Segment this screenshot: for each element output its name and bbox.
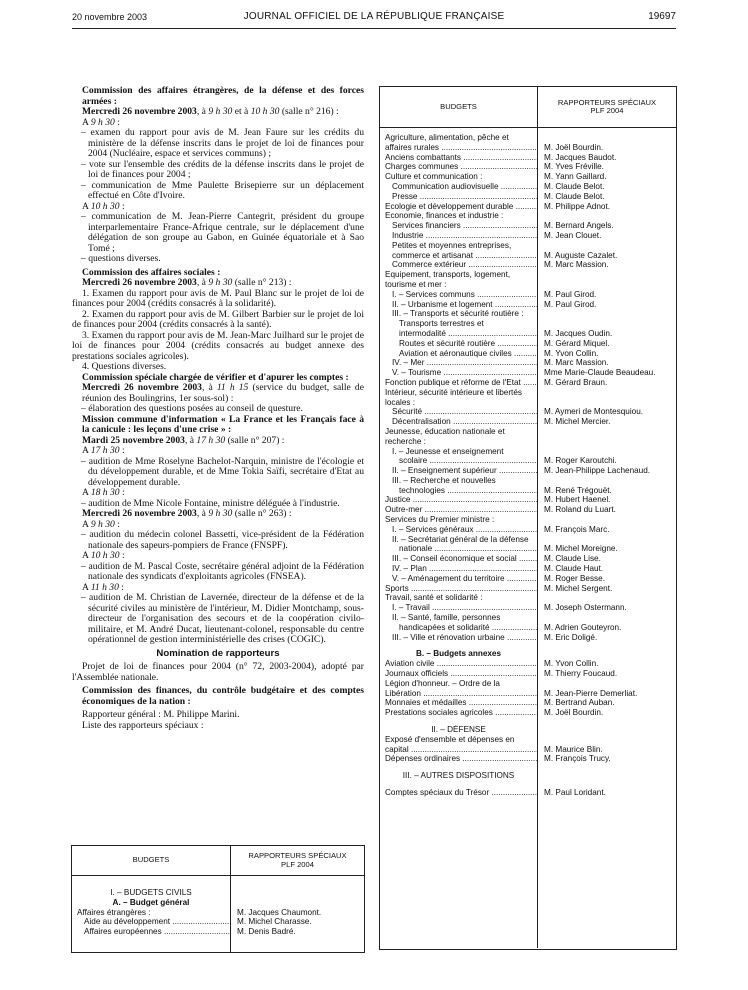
rapporteur-cell: M. Joseph Ostermann.: [544, 603, 627, 613]
budget-cell: Justice .....: [380, 495, 537, 505]
table-row: [380, 143, 676, 153]
budget-cell: III. – Conseil économique et social .....: [380, 554, 537, 564]
table-header: [380, 87, 676, 128]
rapporteur-cell: M. Bertrand Auban.: [544, 698, 615, 708]
table-row: [380, 476, 676, 486]
budget-cell: Décentralisation .....: [380, 417, 537, 427]
rapporteur-cell: [537, 649, 676, 659]
table-row: [380, 735, 676, 745]
budget-cell: Fonction publique et réforme de l'Etat .....: [380, 378, 537, 388]
agenda-item: 4. Questions diverses.: [82, 361, 167, 372]
rapporteur-cell: [230, 898, 364, 908]
budget-cell: Aviation civile .....: [380, 659, 537, 669]
table-row: [380, 564, 676, 574]
table-row: [380, 584, 676, 594]
rapporteur-cell: M. Denis Badré.: [237, 927, 296, 937]
rapporteur-cell: M. Eric Doligé.: [544, 632, 598, 642]
budget-cell: intermodalité .....: [380, 329, 537, 339]
table-row: [380, 427, 676, 437]
table-row: [380, 613, 676, 623]
rapporteur-cell: M. François Trucy.: [544, 754, 611, 764]
table-row: [380, 515, 676, 525]
rapporteur-cell: [537, 427, 676, 437]
header-date: 20 novembre 2003: [72, 12, 148, 22]
table-row: [380, 133, 676, 143]
table-row: [72, 927, 364, 937]
rapporteur-cell: M. Roland du Luart.: [544, 505, 616, 515]
rapporteur-cell: M. René Trégouët.: [544, 485, 612, 495]
table-body: [72, 876, 364, 937]
rapporteur-cell: M. Auguste Cazalet.: [544, 250, 618, 260]
rapporteur-cell: M. Maurice Blin.: [544, 744, 603, 754]
rapporteur-cell: [537, 476, 676, 486]
budget-cell: Aviation et aéronautique civiles .....: [380, 349, 537, 359]
table-row: [380, 745, 676, 755]
table-row: [380, 417, 676, 427]
table-row: [380, 603, 676, 613]
time-slot: A 11 h 30 :: [82, 581, 124, 593]
table-row: [380, 251, 676, 261]
budget-cell: Transports terrestres et: [399, 319, 484, 329]
budget-cell: Affaires étrangères :: [77, 907, 151, 917]
rapporteur-cell: M. Gérard Miquel.: [544, 338, 610, 348]
budget-cell: II. – Enseignement supérieur .....: [380, 466, 537, 476]
table-row: [380, 329, 676, 339]
budget-cell: B. – Budgets annexes: [415, 649, 502, 659]
table-row: [380, 771, 676, 781]
budget-cell: Monnaies et médailles .....: [380, 698, 537, 708]
rapporteur-cell: [537, 309, 676, 319]
budget-cell: Services du Premier ministre :: [385, 515, 495, 525]
budget-cell: III. – Transports et sécurité routière :: [392, 309, 524, 319]
agenda-item: – examen du rapport pour avis de M. Jean Faure sur les crédits du ministère de la défense inscrits dans le projet de loi de finances pour 2004 (Nucléaire, espace et services communs) ;: [81, 127, 364, 159]
table-row: [380, 300, 676, 310]
budget-cell: Sports .....: [380, 584, 537, 594]
agenda-item: 3. Examen du rapport pour avis de M. Jean-Marc Juilhard sur le projet de loi de finances pour 2004 (crédits consacrés au budget annexe des prestations sociales agricoles).: [72, 329, 364, 362]
budget-cell: commerce et artisanat .....: [380, 251, 537, 261]
budget-cell: V. – Tourisme .....: [380, 368, 537, 378]
agenda-item: 2. Examen du rapport pour avis de M. Gilbert Barbier sur le projet de loi de finances pour 2004 (crédits consacrés à la santé).: [72, 308, 364, 330]
table-row: [380, 649, 676, 659]
budget-cell: Agriculture, alimentation, pêche et: [385, 133, 509, 142]
agenda-item: – audition de Mme Roselyne Bachelot-Narquin, ministre de l'écologie et du développement durable, et de Mme Tokia Saïfi, secrétaire d'Etat au développement durable.: [81, 455, 364, 488]
header-rapporteurs: RAPPORTEURS SPÉCIAUX PLF 2004: [248, 851, 347, 869]
commission-title: Commission des affaires étrangères, de la défense et des forces armées :: [82, 85, 364, 107]
agenda-item: – questions diverses.: [81, 253, 161, 264]
header-budgets: BUDGETS: [380, 87, 538, 127]
table-row: [380, 698, 676, 708]
table-row: [380, 290, 676, 300]
budget-cell: Prestations sociales agricoles .....: [380, 708, 537, 718]
budget-cell: Aide au développement .....: [72, 917, 230, 927]
table-row: [380, 708, 676, 718]
table-row: [380, 221, 676, 231]
table-row: [380, 398, 676, 408]
rapporteur-cell: M. Michel Mercier.: [544, 417, 611, 427]
agenda-item: 1. Examen du rapport pour avis de M. Paul Blanc sur le projet de loi de finances pour 2004 (crédits consacrés à la solidarité).: [72, 287, 364, 309]
budget-cell: affaires rurales .....: [380, 143, 537, 153]
rapporteur-cell: [537, 211, 676, 221]
commission-title: Commission spéciale chargée de vérifier et d'apurer les comptes :: [82, 371, 349, 383]
rapporteur-cell: [537, 398, 676, 408]
budget-cell: technologies .....: [380, 486, 537, 496]
budget-cell: recherche :: [385, 436, 426, 446]
budget-cell: Charges communes .....: [380, 162, 537, 172]
rapporteurs-table-left: [71, 845, 365, 953]
rapporteur-cell: M. Gérard Braun.: [544, 377, 608, 387]
rapporteur-cell: [537, 319, 676, 329]
table-row: [380, 623, 676, 633]
table-row: [380, 505, 676, 515]
header-rapporteurs: RAPPORTEURS SPÉCIAUX PLF 2004: [557, 97, 657, 115]
rapporteur-cell: M. François Marc.: [544, 524, 610, 534]
budget-cell: A. – Budget général: [112, 897, 190, 907]
rapporteur-cell: M. Aymeri de Montesquiou.: [544, 407, 644, 417]
rapporteur-cell: M. Jean-Pierre Demerliat.: [544, 688, 638, 698]
table-row: [380, 349, 676, 359]
rapporteur-cell: M. Jacques Baudot.: [544, 152, 617, 162]
budget-cell: II. – Urbanisme et logement .....: [380, 300, 537, 310]
commission-title: Commission des affaires sociales :: [82, 266, 221, 278]
budget-cell: Petites et moyennes entreprises,: [392, 240, 512, 250]
table-row: [380, 202, 676, 212]
commission-title: Commission des finances, du contrôle budgétaire et des comptes économiques de la nation :: [82, 685, 364, 707]
table-row: [380, 231, 676, 241]
budget-cell: Communication audiovisuelle .....: [380, 182, 537, 192]
table-row: [380, 358, 676, 368]
table-row: [380, 689, 676, 699]
rapporteur-cell: M. Claude Belot.: [544, 191, 605, 201]
table-row: [380, 725, 676, 735]
rapporteur-cell: [537, 613, 676, 623]
rapporteur-cell: [537, 593, 676, 603]
rapporteur-cell: [537, 280, 676, 290]
budget-cell: Libération .....: [380, 689, 537, 699]
budget-cell: Culture et communication :: [385, 172, 483, 182]
table-row: [72, 898, 364, 908]
rapporteur-cell: Mme Marie-Claude Beaudeau.: [544, 368, 656, 378]
budget-cell: Economie, finances et industrie :: [385, 211, 504, 221]
rapporteur-cell: [537, 447, 676, 457]
budget-cell: Travail, santé et solidarité :: [385, 593, 483, 603]
meeting-date: Mercredi 26 novembre 2003, à 9 h 30 et à 10 h 30 (salle n° 216) :: [82, 106, 339, 117]
rapporteur-cell: M. Thierry Foucaud.: [544, 669, 618, 679]
time-slot: A 10 h 30 :: [82, 200, 125, 212]
rapporteur-cell: M. Paul Loridant.: [544, 788, 606, 797]
meeting-date: Mercredi 26 novembre 2003, à 9 h 30 (salle n° 263) :: [82, 508, 292, 519]
table-row: [380, 270, 676, 280]
rapporteur-cell: M. Michel Sergent.: [544, 583, 613, 593]
rapporteur-cell: M. Jean-Philippe Lachenaud.: [544, 466, 651, 476]
rapporteur-cell: [537, 679, 676, 689]
column-divider: [230, 876, 231, 953]
rapporteur-cell: [537, 388, 676, 398]
rapporteur-cell: [537, 735, 676, 745]
table-row: [380, 388, 676, 398]
agenda-item: – audition de M. Pascal Coste, secrétaire général adjoint de la Fédération nationale des syndicats d'exploitants agricoles (FNSEA).: [81, 560, 364, 582]
table-row: [380, 162, 676, 172]
budget-cell: I. – Services généraux .....: [380, 525, 537, 535]
liste-label: Liste des rapporteurs spéciaux :: [82, 719, 204, 731]
budget-cell: Légion d'honneur. – Ordre de la: [385, 678, 500, 688]
budget-cell: Anciens combattants .....: [380, 153, 537, 163]
table-header: [72, 846, 364, 876]
budget-cell: Affaires européennes .....: [72, 927, 230, 937]
rapporteur-cell: [537, 771, 676, 781]
table-row: [380, 172, 676, 182]
rapporteur-cell: M. Yann Gaillard.: [544, 172, 607, 182]
table-row: [380, 153, 676, 163]
budget-cell: II. – Secrétariat général de la défense: [392, 534, 529, 544]
budget-cell: Intérieur, sécurité intérieure et libertés: [385, 387, 522, 397]
budget-cell: III. – AUTRES DISPOSITIONS: [402, 771, 515, 781]
rapporteur-cell: [230, 888, 364, 898]
budget-cell: V. – Aménagement du territoire .....: [380, 574, 537, 584]
table-body: [380, 128, 676, 798]
budget-cell: I. – Jeunesse et enseignement: [392, 446, 504, 456]
rapporteur-cell: M. Joël Bourdin.: [544, 142, 604, 152]
page-header: [0, 10, 748, 26]
mission-title: Mission commune d'information « La France et les Français face à la canicule : les leçons d'une crise » :: [82, 413, 364, 435]
meeting-date: Mardi 25 novembre 2003, à 17 h 30 (salle n° 207) :: [82, 434, 285, 446]
time-slot: A 9 h 30 :: [82, 518, 120, 530]
table-row: [380, 544, 676, 554]
table-row: [380, 495, 676, 505]
rapporteur-cell: M. Yvon Collin.: [544, 348, 599, 358]
table-row: [380, 260, 676, 270]
rapporteur-cell: M. Roger Karoutchi.: [544, 456, 617, 466]
table-row: [380, 669, 676, 679]
rapporteur-cell: [537, 270, 676, 280]
budget-cell: scolaire .....: [380, 456, 537, 466]
rapporteur-cell: M. Jean Clouet.: [544, 230, 602, 240]
budget-cell: Commerce extérieur .....: [380, 260, 537, 270]
agenda-item: – audition de M. Christian de Lavernée, directeur de la défense et de la sécurité civiles au ministère de l'intérieur, M. Didier Montchamp, sous-directeur de l'organisation des secours et de la coopération civilo-militaire, et M. André Ducat, lieutenant-colonel, responsable du centre opérationnel de gestion interministérielle des crises (COGIC).: [81, 592, 364, 645]
table-row: [380, 407, 676, 417]
budget-cell: I. – BUDGETS CIVILS: [110, 888, 192, 897]
table-row: [380, 241, 676, 251]
rapporteur-cell: M. Claude Haut.: [544, 564, 604, 574]
budget-cell: IV. – Plan .....: [380, 564, 537, 574]
header-rule: [72, 28, 676, 29]
rapporteur-cell: M. Philippe Adnot.: [544, 201, 610, 211]
nomination-text: Projet de loi de finances pour 2004 (n° 72, 2003-2004), adopté par l'Assemblée nationale.: [72, 661, 364, 683]
budget-cell: capital .....: [380, 745, 537, 755]
agenda-item: – communication de Mme Paulette Brisepierre sur un déplacement effectué en Côte d'Ivoire.: [81, 179, 364, 201]
header-journal-title: JOURNAL OFFICIEL DE LA RÉPUBLIQUE FRANÇAISE: [243, 11, 505, 22]
agenda-item: – élaboration des questions posées au conseil de questure.: [81, 403, 303, 414]
rapporteur-cell: M. Bernard Angels.: [544, 221, 614, 231]
rapporteur-cell: [537, 725, 676, 735]
table-row: [380, 182, 676, 192]
rapporteurs-table-right: [379, 86, 677, 950]
table-row: [380, 535, 676, 545]
rapporteur-cell: M. Claude Belot.: [544, 181, 605, 191]
left-column: [72, 86, 364, 731]
rapporteur-cell: M. Adrien Gouteyron.: [544, 622, 622, 632]
table-row: [380, 319, 676, 329]
table-row: [380, 486, 676, 496]
rapporteur-cell: M. Marc Massion.: [544, 260, 609, 270]
rapporteur-cell: M. Jacques Oudin.: [544, 328, 613, 338]
table-row: [380, 437, 676, 447]
table-row: [380, 659, 676, 669]
budget-cell: Sécurité .....: [380, 407, 537, 417]
table-row: [72, 908, 364, 918]
table-row: [380, 211, 676, 221]
rapporteur-cell: M. Joël Bourdin.: [544, 708, 604, 718]
rapporteur-cell: M. Hubert Haenel.: [544, 495, 611, 505]
budget-cell: Industrie .....: [380, 231, 537, 241]
rapporteur-cell: [537, 535, 676, 545]
rapporteur-cell: M. Michel Moreigne.: [544, 544, 618, 554]
table-row: [72, 888, 364, 898]
table-row: [380, 633, 676, 643]
rapporteur-cell: [537, 437, 676, 447]
agenda-item: – vote sur l'ensemble des crédits de la défense inscrits dans le projet de loi de finances pour 2004 ;: [81, 158, 364, 180]
rapporteur-cell: M. Marc Massion.: [544, 358, 609, 368]
time-slot: A 9 h 30 :: [82, 116, 120, 128]
budget-cell: IV. – Mer .....: [380, 358, 537, 368]
rapporteur-cell: M. Paul Girod.: [544, 299, 597, 309]
budget-cell: Outre-mer .....: [380, 505, 537, 515]
budget-cell: Services financiers .....: [380, 221, 537, 231]
table-row: [380, 754, 676, 764]
header-page-number: 19697: [648, 11, 676, 22]
rapporteur-cell: [537, 515, 676, 525]
budget-cell: I. – Travail .....: [380, 603, 537, 613]
rapporteur-cell: M. Claude Lise.: [544, 554, 601, 564]
agenda-item: – audition de Mme Nicole Fontaine, ministre déléguée à l'industrie.: [81, 497, 340, 509]
budget-cell: Comptes spéciaux du Trésor .....: [380, 788, 537, 798]
table-row: [380, 525, 676, 535]
rapporteur-general: Rapporteur général : M. Philippe Marini.: [82, 709, 240, 720]
rapporteur-cell: M. Paul Girod.: [544, 289, 597, 299]
table-row: [380, 192, 676, 202]
rapporteur-cell: M. Yvon Collin.: [544, 659, 599, 669]
budget-cell: III. – Recherche et nouvelles: [392, 475, 496, 485]
rapporteur-cell: M. Jacques Chaumont.: [237, 907, 322, 917]
budget-cell: locales :: [385, 397, 416, 407]
meeting-date: Mercredi 26 novembre 2003, à 11 h 15 (service du budget, salle de réunion des Boulingrins, 1er sous-sol) :: [82, 382, 364, 404]
budget-cell: I. – Services communs .....: [380, 290, 537, 300]
budget-cell: Ecologie et développement durable .....: [380, 202, 537, 212]
budget-cell: Exposé d'ensemble et dépenses en: [385, 734, 515, 744]
rapporteur-cell: M. Yves Fréville.: [544, 162, 604, 172]
budget-cell: II. – Santé, famille, personnes: [392, 613, 501, 623]
table-row: [380, 574, 676, 584]
budget-cell: Routes et sécurité routière .....: [380, 339, 537, 349]
table-row: [380, 679, 676, 689]
table-row: [380, 593, 676, 603]
table-row: [380, 788, 676, 798]
rapporteur-cell: M. Michel Charasse.: [237, 917, 312, 927]
budget-cell: II. – DÉFENSE: [431, 725, 486, 735]
rapporteur-cell: [537, 133, 676, 143]
table-row: [380, 378, 676, 388]
budget-cell: Presse .....: [380, 192, 537, 202]
budget-cell: III. – Ville et rénovation urbaine .....: [380, 633, 537, 643]
rapporteur-cell: [537, 241, 676, 251]
table-row: [380, 368, 676, 378]
table-row: [380, 309, 676, 319]
table-row: [380, 466, 676, 476]
rapporteur-cell: M. Roger Besse.: [544, 573, 605, 583]
table-row: [380, 447, 676, 457]
budget-cell: Dépenses ordinaires .....: [380, 754, 537, 764]
budget-cell: Jeunesse, éducation nationale et: [385, 426, 505, 436]
table-row: [380, 280, 676, 290]
table-row: [380, 456, 676, 466]
table-row: [72, 917, 364, 927]
budget-cell: nationale .....: [380, 544, 537, 554]
meeting-date: Mercredi 26 novembre 2003, à 9 h 30 (salle n° 213) :: [82, 277, 292, 288]
agenda-item: – audition du médecin colonel Bassetti, vice-président de la Fédération nationale des sapeurs-pompiers de France (FNSPF).: [81, 529, 364, 551]
nomination-title: Nomination de rapporteurs: [156, 647, 280, 659]
time-slot: A 17 h 30 :: [82, 445, 125, 456]
budget-cell: tourisme et mer :: [385, 279, 447, 289]
budget-cell: Equipement, transports, logement,: [385, 270, 511, 280]
time-slot: A 10 h 30 :: [82, 550, 125, 561]
budget-cell: Journaux officiels .....: [380, 669, 537, 679]
header-budgets: BUDGETS: [72, 846, 231, 875]
budget-cell: handicapées et solidarité .....: [380, 623, 537, 633]
time-slot: A 18 h 30 :: [82, 487, 125, 498]
table-row: [380, 339, 676, 349]
table-row: [380, 554, 676, 564]
column-divider: [537, 128, 538, 948]
agenda-item: – communication de M. Jean-Pierre Cantegrit, président du groupe interparlementaire France-Afrique centrale, sur le déplacement d'une délégation de son groupe au Gabon, en Guinée équatoriale et à Sao Tomé ;: [81, 211, 364, 254]
